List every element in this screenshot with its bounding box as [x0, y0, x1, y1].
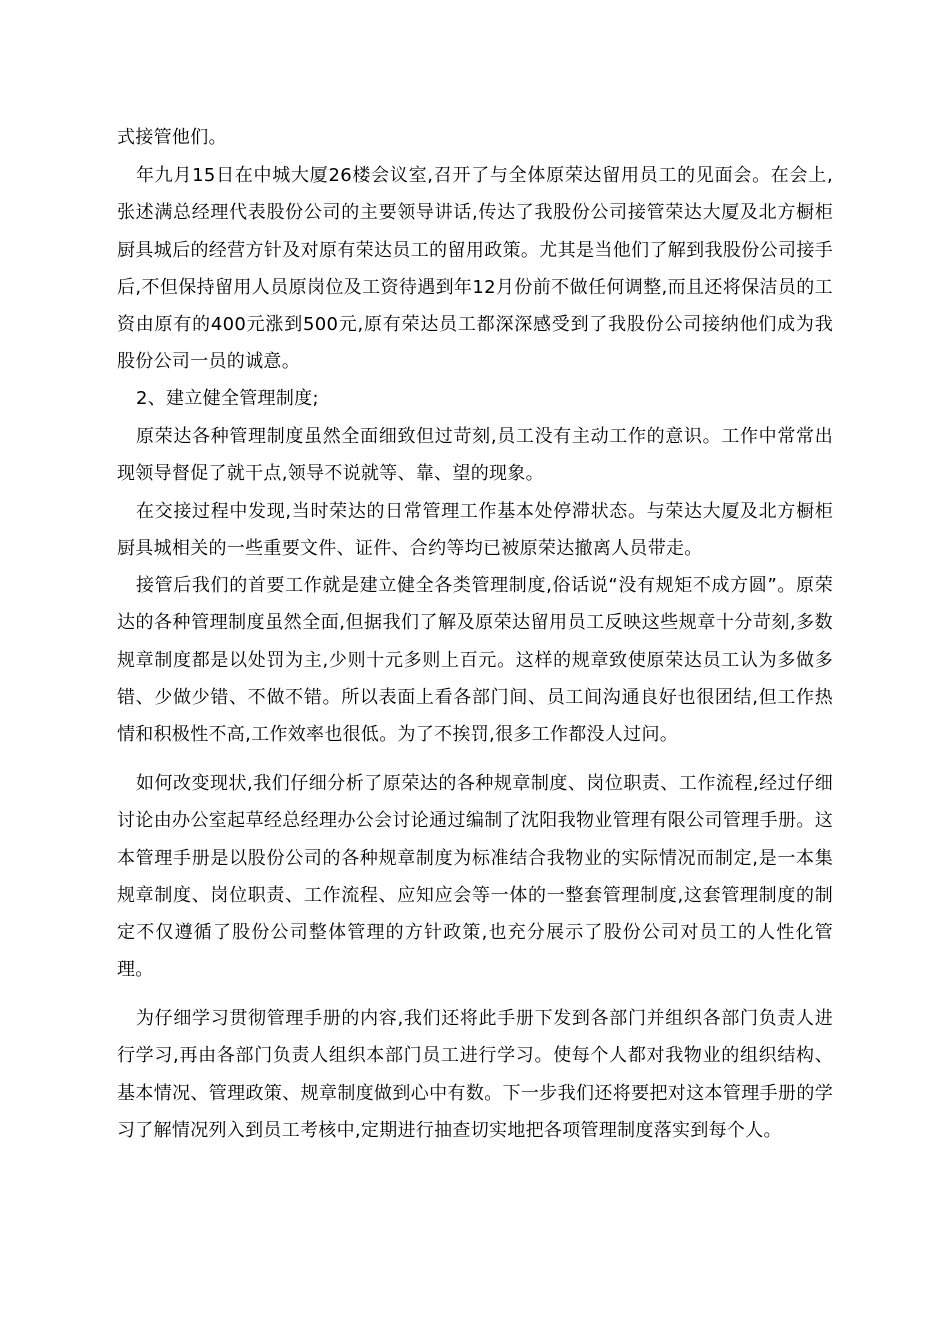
paragraph-handover: 在交接过程中发现,当时荣达的日常管理工作基本处停滞状态。与荣达大厦及北方橱柜厨具城相关的一些重要文件、证件、合约等均已被原荣达撤离人员带走。 — [117, 501, 833, 560]
paragraph-study-manual: 为仔细学习贯彻管理手册的内容,我们还将此手册下发到各部门并组织各部门负责人进行学习,再由各部门负责人组织本部门员工进行学习。使每个人都对我物业的组织结构、基本情况、管理政策、规章制度做到心中有数。下一步我们还将要把对这本管理手册的学习了解情况列入到员工考核中,定期进行抽查切实地把各项管理制度落实到每个人。 — [117, 1008, 833, 1141]
section-heading-management-system: 2、建立健全管理制度; — [136, 388, 319, 409]
paragraph-continuation: 式接管他们。 — [117, 127, 227, 148]
paragraph-meeting: 年九月15日在中城大厦26楼会议室,召开了与全体原荣达留用员工的见面会。在会上,张述满总经理代表股份公司的主要领导讲话,传达了我股份公司接管荣达大厦及北方橱柜厨具城后的经营方针及对原有荣达员工的留用政策。尤其是当他们了解到我股份公司接手后,不但保持留用人员原岗位及工资待遇到年12月份前不做任何调整,而且还将保洁员的工资由原有的400元涨到500元,原有荣达员工都深深感受到了我股份公司接纳他们成为我股份公司一员的诚意。 — [117, 165, 833, 373]
paragraph-original-system: 原荣达各种管理制度虽然全面细致但过苛刻,员工没有主动工作的意识。工作中常常出现领导督促了就干点,领导不说就等、靠、望的现象。 — [117, 426, 833, 485]
paragraph-first-task: 接管后我们的首要工作就是建立健全各类管理制度,俗话说“没有规矩不成方圆”。原荣达的各种管理制度虽然全面,但据我们了解及原荣达留用员工反映这些规章十分苛刻,多数规章制度都是以处罚为主,少则十元多则上百元。这样的规章致使原荣达员工认为多做多错、少做少错、不做不错。所以表面上看各部门间、员工间沟通良好也很团结,但工作热情和积极性不高,工作效率也很低。为了不挨罚,很多工作都没人过问。 — [117, 575, 833, 746]
paragraph-change-status: 如何改变现状,我们仔细分析了原荣达的各种规章制度、岗位职责、工作流程,经过仔细讨论由办公室起草经总经理办公会讨论通过编制了沈阳我物业管理有限公司管理手册。这本管理手册是以股份公司的各种规章制度为标准结合我物业的实际情况而制定,是一本集规章制度、岗位职责、工作流程、应知应会等一体的一整套管理制度,这套管理制度的制定不仅遵循了股份公司整体管理的方针政策,也充分展示了股份公司对员工的人性化管理。 — [117, 773, 833, 981]
